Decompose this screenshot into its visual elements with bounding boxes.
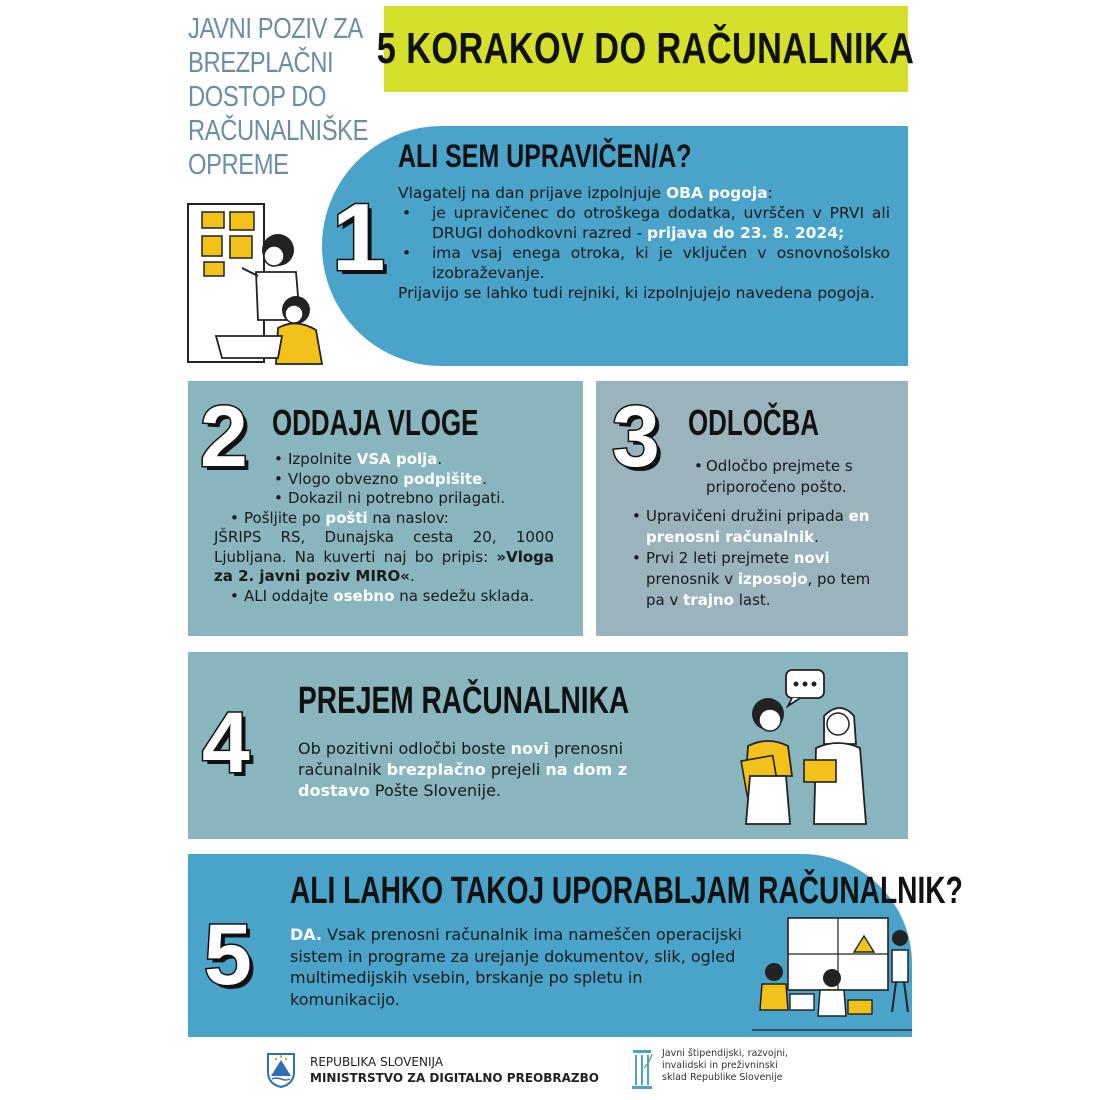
step-3-body [628, 456, 890, 611]
banner-title: 5 KORAKOV DO RAČUNALNIKA [377, 24, 915, 73]
highlight: brezplačno [386, 760, 486, 779]
side-title-line: RAČUNALNIŠKE [188, 115, 369, 147]
highlight: osebno [333, 586, 395, 605]
team-meeting-illustration [752, 912, 912, 1036]
step-3-heading: ODLOČBA [688, 402, 820, 443]
step-2-address: JŠRIPS RS, Dunajska cesta 20, 1000 Ljubljana. Na kuverti naj bo pripis: »Vloga za 2. javni poziv MIRO«. [214, 528, 554, 585]
step-5-body: DA. Vsak prenosni računalnik ima nameščen operacijski sistem in programe za urejanje dokumentov, slik, ogled multimedijskih vsebin, brskanje po spletu in komunikacijo. [290, 925, 742, 1009]
step-2-bullet-4: • Pošljite po pošti na naslov: [226, 509, 554, 529]
highlight: OBA pogoja [666, 184, 768, 202]
side-title [188, 12, 378, 182]
step-1-body [398, 183, 890, 303]
fund-logo [630, 1048, 832, 1092]
step-2-bullet-5: • ALI oddajte osebno na sedežu sklada. [226, 587, 554, 607]
footer-fund-line: sklad Republike Slovenije [662, 1072, 783, 1083]
highlight: podpišite [403, 469, 483, 488]
step-2-bullet-2: • Vlogo obvezno podpišite. [270, 470, 554, 490]
step-3-bullet-1: • Odločbo prejmete s priporočeno pošto. [690, 456, 890, 498]
step-5-number: 5 [204, 907, 252, 1003]
side-title-line: JAVNI POZIV ZA [188, 13, 363, 45]
ministry-logo [266, 1052, 599, 1088]
step-1-intro: Vlagatelj na dan prijave izpolnjuje OBA pogoja: [398, 184, 773, 202]
step-1-number: 1 [332, 184, 386, 291]
step-1-heading: ALI SEM UPRAVIČEN/A? [398, 138, 692, 174]
step-2-body [214, 450, 554, 606]
fund-pillar-logo-icon [630, 1048, 654, 1092]
step-5-heading: ALI LAHKO TAKOJ UPORABLJAM RAČUNALNIK? [290, 870, 963, 912]
highlight: pošti [325, 508, 368, 527]
step-3-number: 3 [612, 389, 660, 485]
step-1-bullet-1: • je upravičenec do otroškega dodatka, uvrščen v PRVI ali DRUGI dohodkovni razred - prijava do 23. 8. 2024; [398, 203, 890, 243]
footer-ministry: MINISTRSTVO ZA DIGITALNO PREOBRAZBO [310, 1071, 599, 1085]
highlight: novi [510, 739, 549, 758]
footer-republic: REPUBLIKA SLOVENIJA [310, 1055, 444, 1069]
step-1-bullet-2: • ima vsaj enega otroka, ki je vključen v osnovnošolsko izobraževanje. [398, 243, 890, 283]
highlight: izposojo [737, 570, 808, 588]
step-1-note: Prijavijo se lahko tudi rejniki, ki izpolnjujejo navedena pogoja. [398, 284, 875, 302]
highlight: en prenosni računalnik [646, 507, 870, 546]
slovenia-coat-of-arms-icon [266, 1052, 296, 1088]
banner [377, 6, 915, 92]
side-title-line: OPREME [188, 149, 289, 181]
step-4-heading: PREJEM RAČUNALNIKA [298, 680, 630, 722]
footer-fund-line: Javni štipendijski, razvojni, [662, 1048, 789, 1059]
side-title-line: BREZPLAČNI [188, 47, 334, 79]
address-note: »Vloga za 2. javni poziv MIRO« [214, 547, 554, 585]
step-3-bullet-2: • Upravičeni družini pripada en prenosni računalnik. [628, 506, 890, 548]
side-title-line: DOSTOP DO [188, 81, 327, 113]
highlight: DA. [290, 925, 323, 944]
step-4-body: Ob pozitivni odločbi boste novi prenosni računalnik brezplačno prejeli na dom z dostavo Pošte Slovenije. [298, 739, 628, 800]
step-2-heading: ODDAJA VLOGE [272, 402, 479, 443]
step-4-number: 4 [202, 695, 250, 791]
footer-fund-line: invalidski in preživninski [662, 1060, 778, 1071]
highlight: na dom z dostavo [298, 760, 628, 800]
highlight: VSA polja [356, 450, 438, 468]
step-2-number: 2 [200, 389, 248, 485]
step-2-bullet-1: • Izpolnite VSA polja. [270, 450, 554, 470]
highlight: trajno [683, 591, 734, 609]
highlight: prijava do 23. 8. 2024; [647, 224, 845, 242]
talking-women-illustration [728, 664, 878, 828]
people-board-illustration [186, 200, 336, 368]
highlight: novi [793, 549, 830, 567]
step-2-bullet-3: • Dokazil ni potrebno prilagati. [270, 489, 554, 509]
step-3-bullet-3: • Prvi 2 leti prejmete novi prenosnik v izposojo, po tem pa v trajno last. [628, 548, 890, 611]
